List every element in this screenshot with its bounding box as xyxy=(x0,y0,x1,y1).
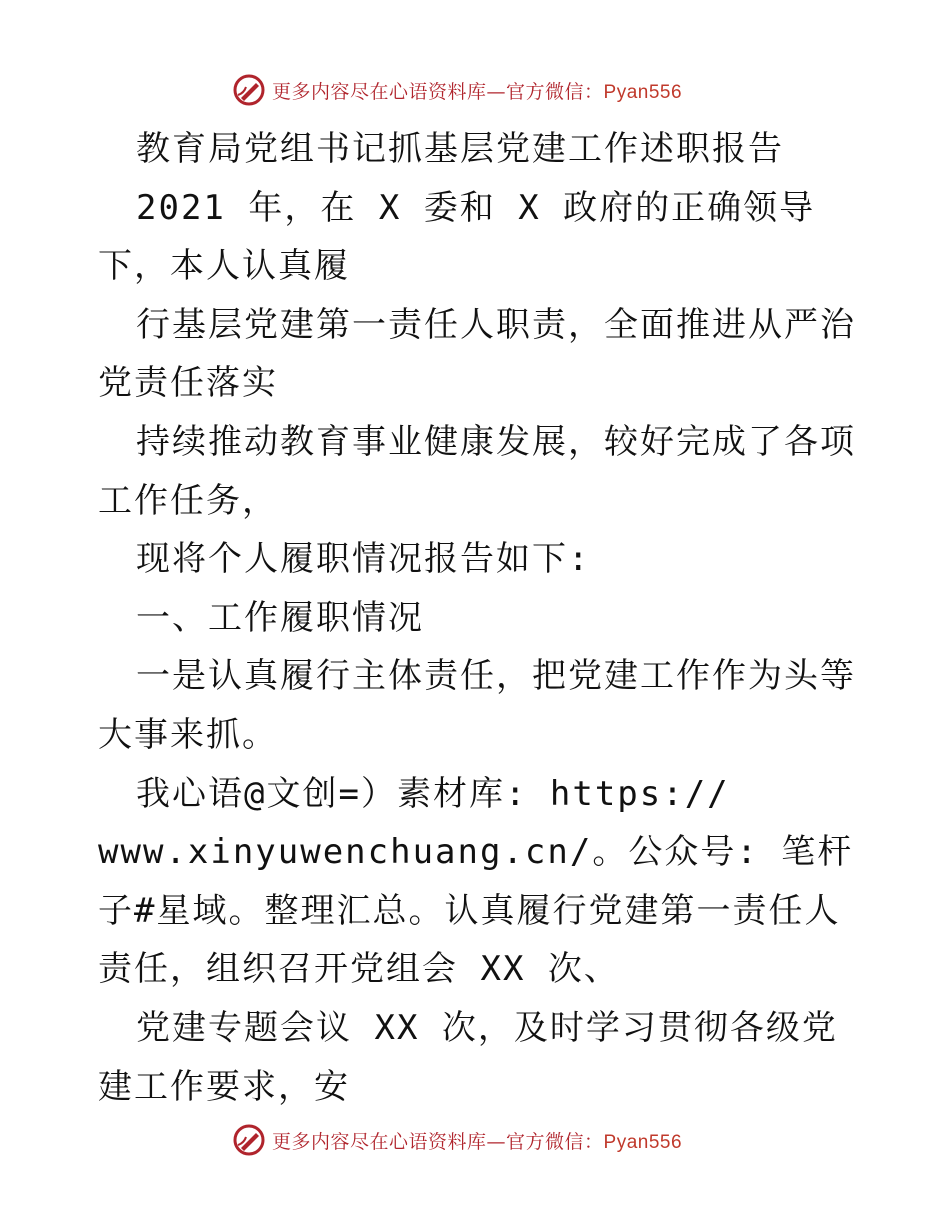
watermark-site-text: 更多内容尽在心语资料库 xyxy=(272,1130,487,1153)
watermark-wechat-text: 官方微信： xyxy=(506,1130,604,1153)
paragraph-intro-2: 行基层党建第一责任人职责，全面推进从严治党责任落实 xyxy=(98,304,856,404)
paragraph-meetings: 党建专题会议 XX 次，及时学习贯彻各级党建工作要求，安 xyxy=(98,1007,838,1107)
document-body xyxy=(98,120,858,1116)
paragraph-intro-3: 持续推动教育事业健康发展，较好完成了各项工作任务， xyxy=(98,421,856,521)
red-circle-pen-logo-icon xyxy=(232,1123,266,1157)
paragraph-intro-1: 2021 年，在 X 委和 X 政府的正确领导下，本人认真履 xyxy=(98,187,816,287)
paragraph-intro-4: 现将个人履职情况报告如下: xyxy=(136,539,591,580)
watermark-dash: — xyxy=(486,1130,507,1153)
watermark-wechat-id: Pyan556 xyxy=(603,1131,683,1153)
watermark-dash: — xyxy=(486,80,507,103)
watermark-site-text: 更多内容尽在心语资料库 xyxy=(272,80,487,103)
red-circle-pen-logo-icon xyxy=(232,73,266,107)
paragraph-point-1: 一是认真履行主体责任，把党建工作作为头等大事来抓。 xyxy=(98,656,856,755)
paragraph-source-1: 我心语@文创=）素材库: https:// xyxy=(136,773,730,814)
section-heading: 一、工作履职情况 xyxy=(136,597,424,638)
watermark-banner-bottom xyxy=(232,1122,682,1158)
watermark-wechat-text: 官方微信： xyxy=(506,80,604,103)
document-title: 教育局党组书记抓基层党建工作述职报告 xyxy=(136,129,784,169)
paragraph-source-2: www.xinyuwenchuang.cn/。公众号: 笔杆子#星域。整理汇总。认真履行党建第一责任人责任，组织召开党组会 XX 次、 xyxy=(98,832,854,990)
watermark-banner-top xyxy=(232,72,682,108)
watermark-wechat-id: Pyan556 xyxy=(603,81,683,103)
